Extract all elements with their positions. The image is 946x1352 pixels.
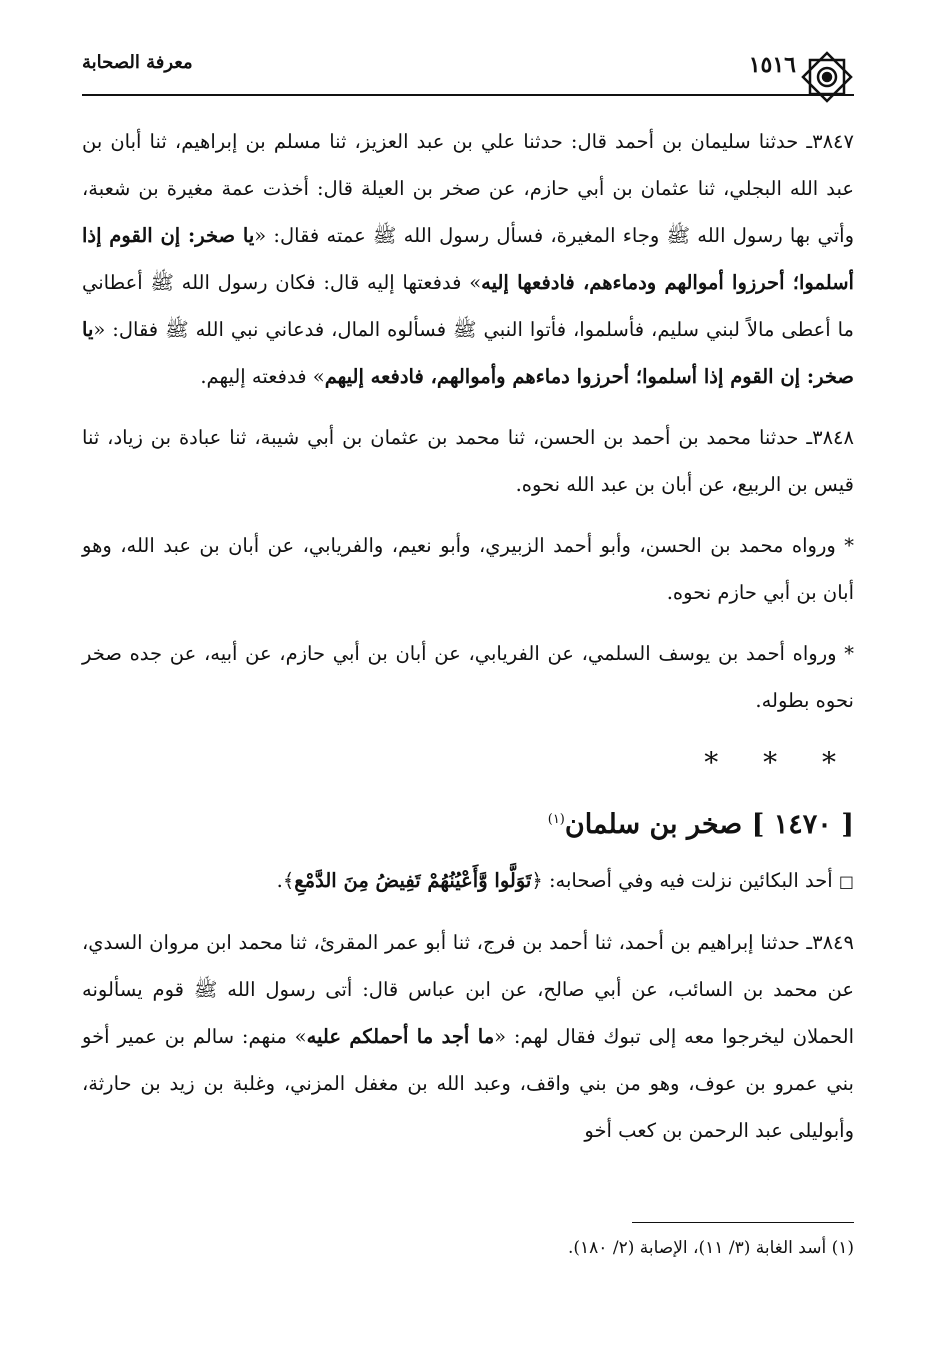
hadith-3847 <box>82 118 854 400</box>
entry-text: ﴾. <box>276 869 295 892</box>
footnote-marker: (١) <box>547 812 565 827</box>
hadith-quote: يا صخر: إن القوم إذا أسلموا؛ أحرزوا أموالهم ودماءهم، فادفعها إليه <box>82 224 854 294</box>
entry-description <box>82 857 854 905</box>
entry-heading-text: [ ١٤٧٠ ] صخر بن سلمان <box>564 809 854 840</box>
hadith-quote: ما أجد ما أحملكم عليه <box>306 1025 495 1048</box>
main-text <box>82 118 854 1168</box>
hadith-text: » فدفعتها إليه قال: فكان رسول الله ﷺ أعطاني ما أعطى مالاً لبني سليم، فأسلموا، فأتوا النبي ﷺ فسألوه المال، فدعاني نبي الله ﷺ فقال: « <box>82 271 854 341</box>
footnote-rule <box>632 1222 854 1223</box>
entry-text: أحد البكائين نزلت فيه وفي أصحابه: ﴿ <box>531 869 833 892</box>
hadith-text: ٣٨٤٧ـ حدثنا سليمان بن أحمد قال: حدثنا علي بن عبد العزيز، ثنا مسلم بن إبراهيم، ثنا أبان بن عبد الله البجلي، ثنا عثمان بن أبي حازم، عن صخر بن العيلة قال: أخذت عمة مغيرة بن شعبة، وأتي بها رسول الله ﷺ وجاء المغيرة، فسأل رسول الله ﷺ عمته فقال: « <box>82 130 854 247</box>
hadith-text: » منهم: سالم بن عمير أخو بني عمرو بن عوف، وهو من بني واقف، وعبد الله بن مغفل المزني، وغلبة بن زيد بن حارثة، وأبوليلى عبد الرحمن بن كعب أخو <box>82 1025 854 1142</box>
hadith-quote: يا صخر: إن القوم إذا أسلموا؛ أحرزوا دماءهم وأموالهم، فادفعه إليهم <box>82 318 854 388</box>
hadith-text: » فدفعته إليهم. <box>200 365 325 388</box>
hadith-3848: ٣٨٤٨ـ حدثنا محمد بن أحمد بن الحسن، ثنا محمد بن عثمان بن أبي شيبة، ثنا عبادة بن زياد، ثنا قيس بن الربيع، عن أبان بن عبد الله نحوه. <box>82 426 854 496</box>
narration-note: * ورواه أحمد بن يوسف السلمي، عن الفريابي، عن أبان بن أبي حازم، عن أبيه، عن جده صخر نحوه بطوله. <box>82 642 854 712</box>
hadith-3849 <box>82 919 854 1154</box>
page-number: ١٥١٦ <box>748 52 796 78</box>
section-divider: * * * <box>704 746 854 779</box>
header-rule <box>82 94 854 96</box>
running-header-title: معرفة الصحابة <box>82 52 193 73</box>
hadith-text: ٣٨٤٩ـ حدثنا إبراهيم بن أحمد، ثنا أحمد بن فرج، ثنا أبو عمر المقرئ، ثنا محمد ابن مروان السدي، عن محمد بن السائب، عن أبي صالح، عن ابن عباس قال: أتى رسول الله ﷺ قوم يسألونه الحملان ليخرجوا معه إلى تبوك فقال لهم: « <box>82 931 854 1048</box>
narration-note: * ورواه محمد بن الحسن، وأبو أحمد الزبيري، وأبو نعيم، والفريابي، عن أبان بن عبد الله، وهو أبان بن أبي حازم نحوه. <box>82 534 854 604</box>
ornament-icon <box>798 48 856 106</box>
entry-heading <box>82 792 854 853</box>
quran-verse: تَوَلَّوا وَّأَعْيُنُهُمْ تَفِيضُ مِنَ الدَّمْعِ <box>294 869 532 892</box>
square-bullet-icon: □ <box>838 872 854 891</box>
footnote: (١) أسد الغابة (٣/ ١١)، الإصابة (٢/ ١٨٠). <box>567 1238 854 1258</box>
